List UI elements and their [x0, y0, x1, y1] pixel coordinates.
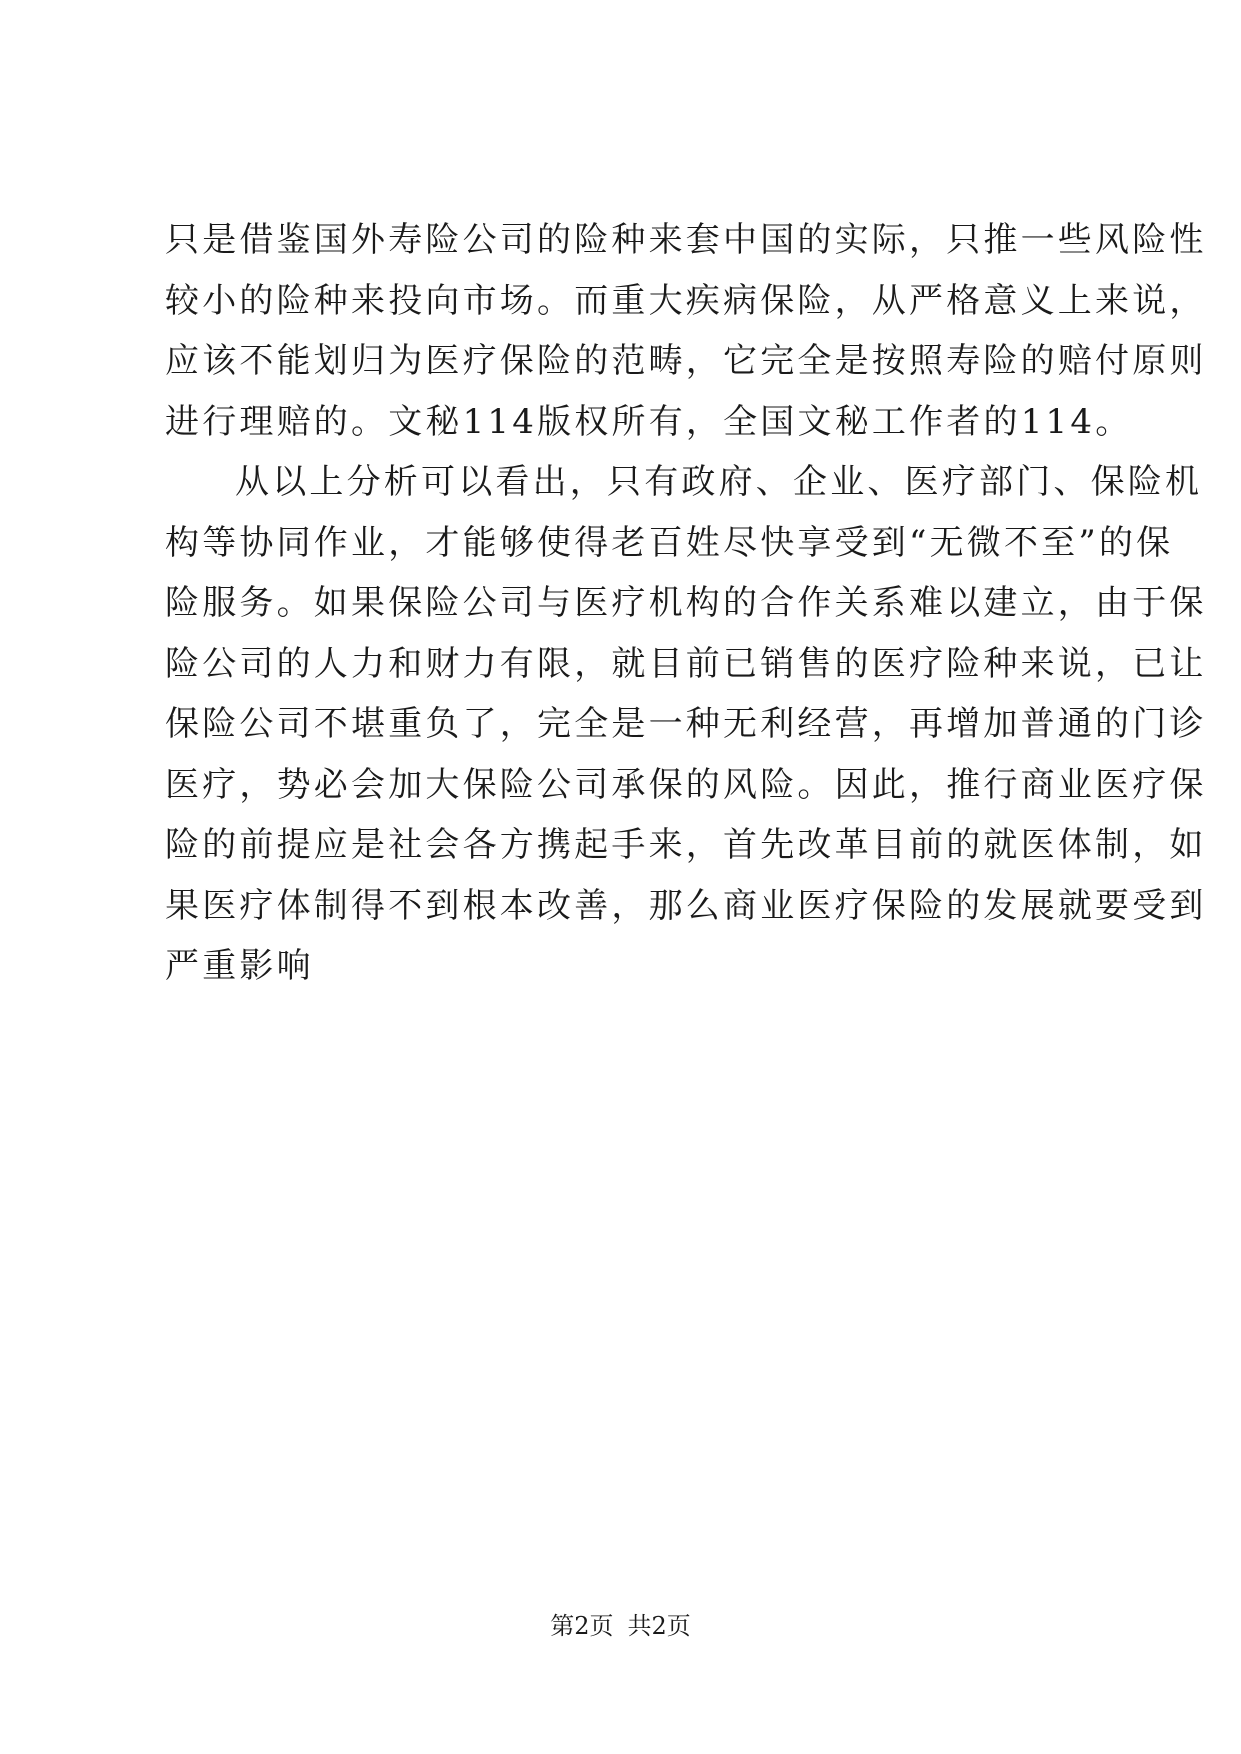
text-line: 果医疗体制得不到根本改善，那么商业医疗保险的发展就要受到 [165, 885, 1207, 926]
text-line: 医疗，势必会加大保险公司承保的风险。因此，推行商业医疗保 [165, 764, 1207, 805]
text-line: 进行理赔的。文秘114版权所有，全国文秘工作者的114。 [165, 401, 1133, 442]
page-number: 第2页 [550, 1612, 614, 1640]
text-line: 构等协同作业，才能够使得老百姓尽快享受到“无微不至”的保 [165, 522, 1174, 563]
paragraph-first-line: 从以上分析可以看出，只有政府、企业、医疗部门、保险机 [235, 462, 1203, 502]
text-line: 险的前提应是社会各方携起手来，首先改革目前的就医体制，如 [165, 825, 1207, 865]
body-text [165, 210, 1207, 997]
text-line: 只是借鉴国外寿险公司的险种来套中国的实际，只推一些风险性 [165, 220, 1207, 260]
page-total: 共2页 [627, 1612, 691, 1640]
text-line: 应该不能划归为医疗保险的范畴，它完全是按照寿险的赔付原则 [165, 341, 1207, 381]
text-line: 保险公司不堪重负了，完全是一种无利经营，再增加普通的门诊 [165, 704, 1207, 744]
text-line: 严重影响 [165, 946, 314, 986]
text-line: 较小的险种来投向市场。而重大疾病保险，从严格意义上来说， [165, 280, 1207, 321]
text-line: 险服务。如果保险公司与医疗机构的合作关系难以建立，由于保 [165, 583, 1207, 623]
page-footer [0, 1610, 1241, 1642]
text-line: 险公司的人力和财力有限，就目前已销售的医疗险种来说，已让 [165, 643, 1207, 684]
